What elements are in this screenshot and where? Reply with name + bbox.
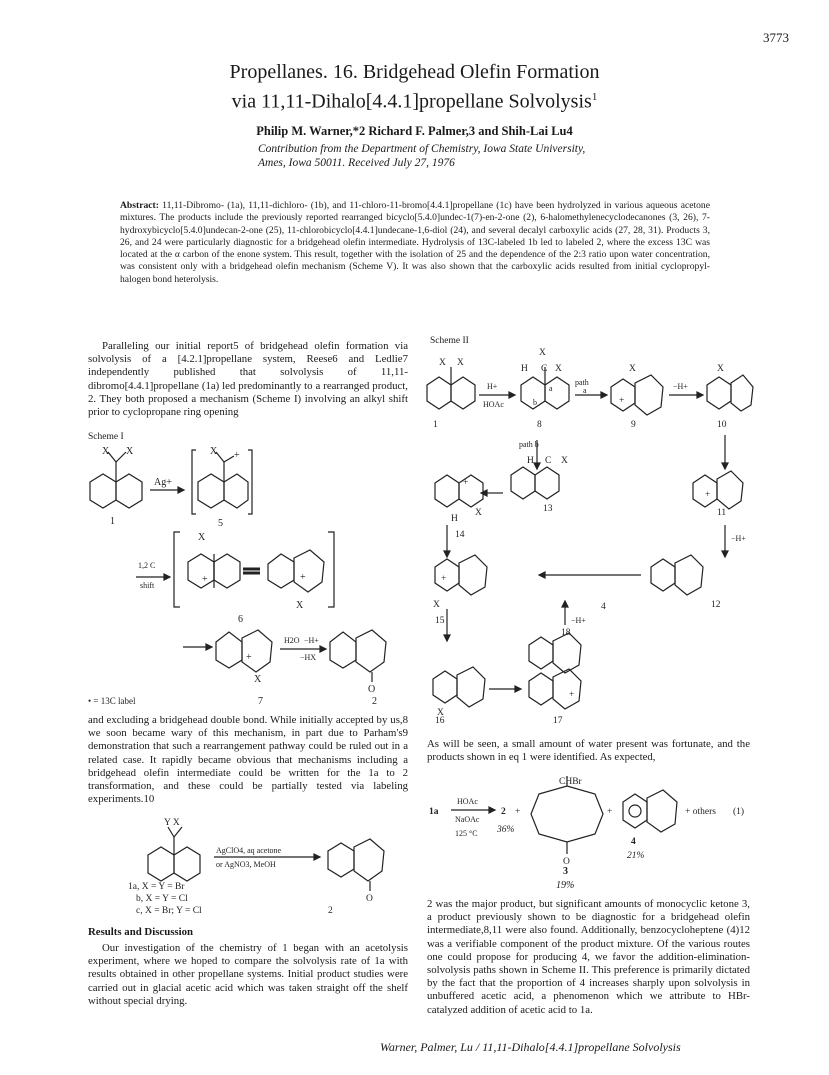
eq-line-c: c, X = Br; Y = Cl — [136, 906, 202, 916]
s2-c13: 13 — [543, 504, 553, 514]
s2-c16: 16 — [435, 716, 445, 725]
eq1-pct4: 21% — [627, 851, 645, 861]
eq1-plus-b: + — [607, 807, 613, 817]
affiliation-line-1: Contribution from the Department of Chemistry, Iowa State University, — [258, 143, 586, 155]
eq1-chbr: CHBr — [559, 777, 582, 787]
s1-c7: 7 — [258, 696, 263, 707]
s2-minush-b: −H+ — [731, 534, 746, 543]
s2-c17: 17 — [553, 716, 563, 725]
eq-line-a: 1a, X = Y = Br — [128, 882, 185, 892]
abstract-label: Abstract: — [120, 200, 159, 211]
right-paragraph-1: As will be seen, a small amount of water present was fortunate, and the products shown in eq 1 were identified. As expected, — [427, 738, 750, 764]
s2-path: path — [575, 378, 589, 387]
left-paragraph-2: and excluding a bridgehead double bond. While initially accepted by us,8 we soon became wary of this mechanism, in part due to Parham's9 demonstration that such a rearrangement pathway could be ruled out in a related case. It rapidly became obvious that mechanisms including a bridgehead olefin intermediate could be written for the 1a to 2 transformation, and these could be partially tested via labeling experiments.10 — [88, 714, 408, 806]
eq1-pct3: 19% — [556, 880, 575, 891]
s1-c2: 2 — [372, 696, 377, 707]
s2-c13c: C — [545, 456, 552, 466]
running-footer: Warner, Palmer, Lu / 11,11-Dihalo[4.4.1]propellane Solvolysis — [380, 1040, 681, 1054]
abstract — [120, 200, 710, 286]
s2-hoac: HOAc — [483, 400, 504, 409]
eq-reagent1: AgClO4, aq acetone — [216, 846, 282, 855]
s1-c6: 6 — [238, 614, 243, 625]
equation-left — [88, 815, 408, 920]
s2-h13: H — [527, 456, 534, 466]
s2-minush-a: −H+ — [673, 382, 688, 391]
s1-x6: X — [198, 532, 206, 543]
s1-x-right: X — [126, 446, 134, 457]
eq1-c4: 4 — [631, 837, 636, 847]
s2-c15: 15 — [435, 616, 445, 626]
s2-c8n: 8 — [537, 420, 542, 430]
s2-plus17: + — [569, 690, 575, 700]
s1-o: O — [368, 684, 376, 695]
s1-shift1: 1,2 C — [138, 561, 156, 570]
s2-c11: 11 — [717, 508, 727, 518]
s2-plus9: + — [619, 396, 625, 406]
s2-h14: H — [451, 514, 458, 524]
eq1-plus-a: + — [515, 807, 521, 817]
s2-path-a: a — [583, 386, 587, 395]
s2-plus11: + — [705, 490, 711, 500]
s1-minushx: −HX — [300, 653, 317, 662]
s2-minush-c: −H+ — [571, 616, 586, 625]
s2-c1: 1 — [433, 420, 438, 430]
s2-x15: X — [433, 600, 440, 610]
s1-label-note: • = 13C label — [88, 696, 136, 706]
s2-h8: H — [521, 364, 528, 374]
eq-c2: 2 — [328, 906, 333, 916]
right-paragraph-2: 2 was the major product, but significant amounts of monocyclic ketone 3, a product previously shown to be diagnostic for a bridgehead olefin intermediate,8,11 were also found. Additionally, benzocycloheptene (4)12 was a verifiable component of the product mixture. Of the various routes one could propose for producing 4, we favor the addition-elimination-solvolysis paths shown in Scheme II. This preference is primarily dictated by the fact that the proportion of 4 increases sharply upon solvolysis in unbuffered acetic acid, a phenomenon which we attribute to HBr-catalyzed addition of acetic acid to 1a. — [427, 898, 750, 1016]
s2-plus15: + — [441, 574, 447, 584]
s2-c9: 9 — [631, 420, 636, 430]
s1-shift2: shift — [140, 581, 155, 590]
s2-hplus: H+ — [487, 382, 498, 391]
eq1-o: O — [563, 857, 570, 867]
s2-a8: a — [549, 384, 553, 393]
s1-minush: −H+ — [304, 636, 319, 645]
s2-x14: X — [475, 508, 482, 518]
eq1-c3: 3 — [563, 866, 568, 877]
s2-c12: 12 — [711, 600, 721, 610]
s2-x9: X — [629, 364, 636, 374]
title-line-2: via 11,11-Dihalo[4.4.1]propellane Solvolysis$^1$ — [231, 90, 598, 113]
s2-b8: b — [533, 398, 537, 407]
eq-reagent2: or AgNO3, MeOH — [216, 860, 276, 869]
s2-x1a: X — [439, 358, 446, 368]
s2-path-b: path b — [519, 440, 539, 449]
s2-c14: 14 — [455, 530, 465, 540]
scheme-2-diagram — [425, 345, 755, 725]
s1-x5: X — [210, 446, 218, 457]
s1-plus6b: + — [300, 572, 306, 583]
eq1-temp: 125 °C — [455, 829, 478, 838]
s2-x1b: X — [457, 358, 464, 368]
left-paragraph-1: Paralleling our initial report5 of bridgehead olefin formation via solvolysis of a [4.2.1]propellane system, Reese6 and Ledlie7 independently published that solvolysis of 11,11-dibromo[4.4.1]propellane (1a) led predominantly to a rearranged product, 2. They both proposed a mechanism (Scheme I) involving an alkyl shift prior to cyclopropane ring opening — [88, 340, 408, 419]
affiliation — [258, 142, 678, 170]
s2-c18: 18 — [561, 628, 571, 638]
s2-x10: X — [717, 364, 724, 374]
results-heading: Results and Discussion — [88, 926, 194, 938]
scheme-1-diagram — [88, 442, 408, 707]
s1-plus5: + — [234, 450, 240, 461]
equation-1 — [427, 772, 750, 872]
eq1-1a: 1a — [429, 807, 439, 817]
s2-c8: C — [541, 364, 548, 374]
s2-x16: X — [437, 708, 444, 718]
s2-c10: 10 — [717, 420, 727, 430]
abstract-text: 11,11-Dibromo- (1a), 11,11-dichloro- (1b), and 11-chloro-11-bromo[4.4.1]propellane (1c) have been hydrolyzed in various aqueous acetone mixtures. The products include the previously reported rearranged bicyclo[5.4.0]undec-1(7)-en-2-one (2), 6-halomethylenecyclodecanones (3, 26), 7-hydroxybicyclo[5.4.0]undecan-2-one (25), 11-chlorobicyclo[4.4.1]undecane-1,6-diol (24), and several decalyl carboxylic acids (27, 28, 31). Products 3, 26, and 24 were particularly diagnostic for a bridgehead olefin intermediate. Hydrolysis of 13C-labeled 1b led to labeled 2, where the excess 13C was located at the α carbon of the enone system. This result, together with the isolation of 25 and the dependence of the 2:3 ratio upon water concentration, was consistent only with a bridgehead olefin mechanism (Scheme V). It was also shown that the carboxylic acids resulted from initial cyclopropyl-halogen bond heterolysis. — [120, 200, 710, 285]
s1-x7: X — [254, 674, 262, 685]
s1-x6b: X — [296, 600, 304, 611]
s2-x8: X — [539, 348, 546, 358]
affiliation-line-2: Ames, Iowa 50011. Received July 27, 1976 — [258, 157, 455, 169]
eq1-hoac: HOAc — [457, 797, 478, 806]
s1-ag: Ag+ — [154, 477, 172, 488]
eq1-pct2: 36% — [497, 825, 515, 835]
s1-x-left: X — [102, 446, 110, 457]
s1-h2o: H2O — [284, 636, 300, 645]
s2-x13: X — [561, 456, 568, 466]
authors: Philip M. Warner,*2 Richard F. Palmer,3 and Shih-Lai Lu4 — [256, 124, 573, 138]
scheme-2-label: Scheme II — [430, 336, 469, 346]
eq1-eqnum: (1) — [733, 807, 745, 817]
page-number: 3773 — [763, 30, 789, 45]
eq-o: O — [366, 894, 373, 904]
s1-plus6: + — [202, 574, 208, 585]
s1-c5: 5 — [218, 518, 223, 529]
s2-plus14: + — [463, 478, 469, 488]
eq1-2: 2 — [501, 807, 506, 817]
eq1-others: + others — [685, 807, 716, 817]
title-line-1: Propellanes. 16. Bridgehead Olefin Formation — [229, 61, 600, 83]
s2-c4: 4 — [601, 602, 606, 612]
s1-c1: 1 — [110, 516, 115, 527]
eq1-naoac: NaOAc — [455, 815, 480, 824]
eq-yx: Y X — [164, 818, 180, 828]
article-title — [0, 60, 829, 115]
eq-line-b: b, X = Y = Cl — [136, 894, 188, 904]
scheme-1-label: Scheme I — [88, 432, 124, 442]
s1-plus7: + — [246, 652, 252, 663]
left-paragraph-3: Our investigation of the chemistry of 1 began with an acetolysis experiment, where we hoped to compare the solvolysis rate of 1a with results obtained in other propellane systems. Initial product studies were carried out in glacial acetic acid which was taken straight off the shelf without special drying. — [88, 942, 408, 1007]
s2-x8b: X — [555, 364, 562, 374]
